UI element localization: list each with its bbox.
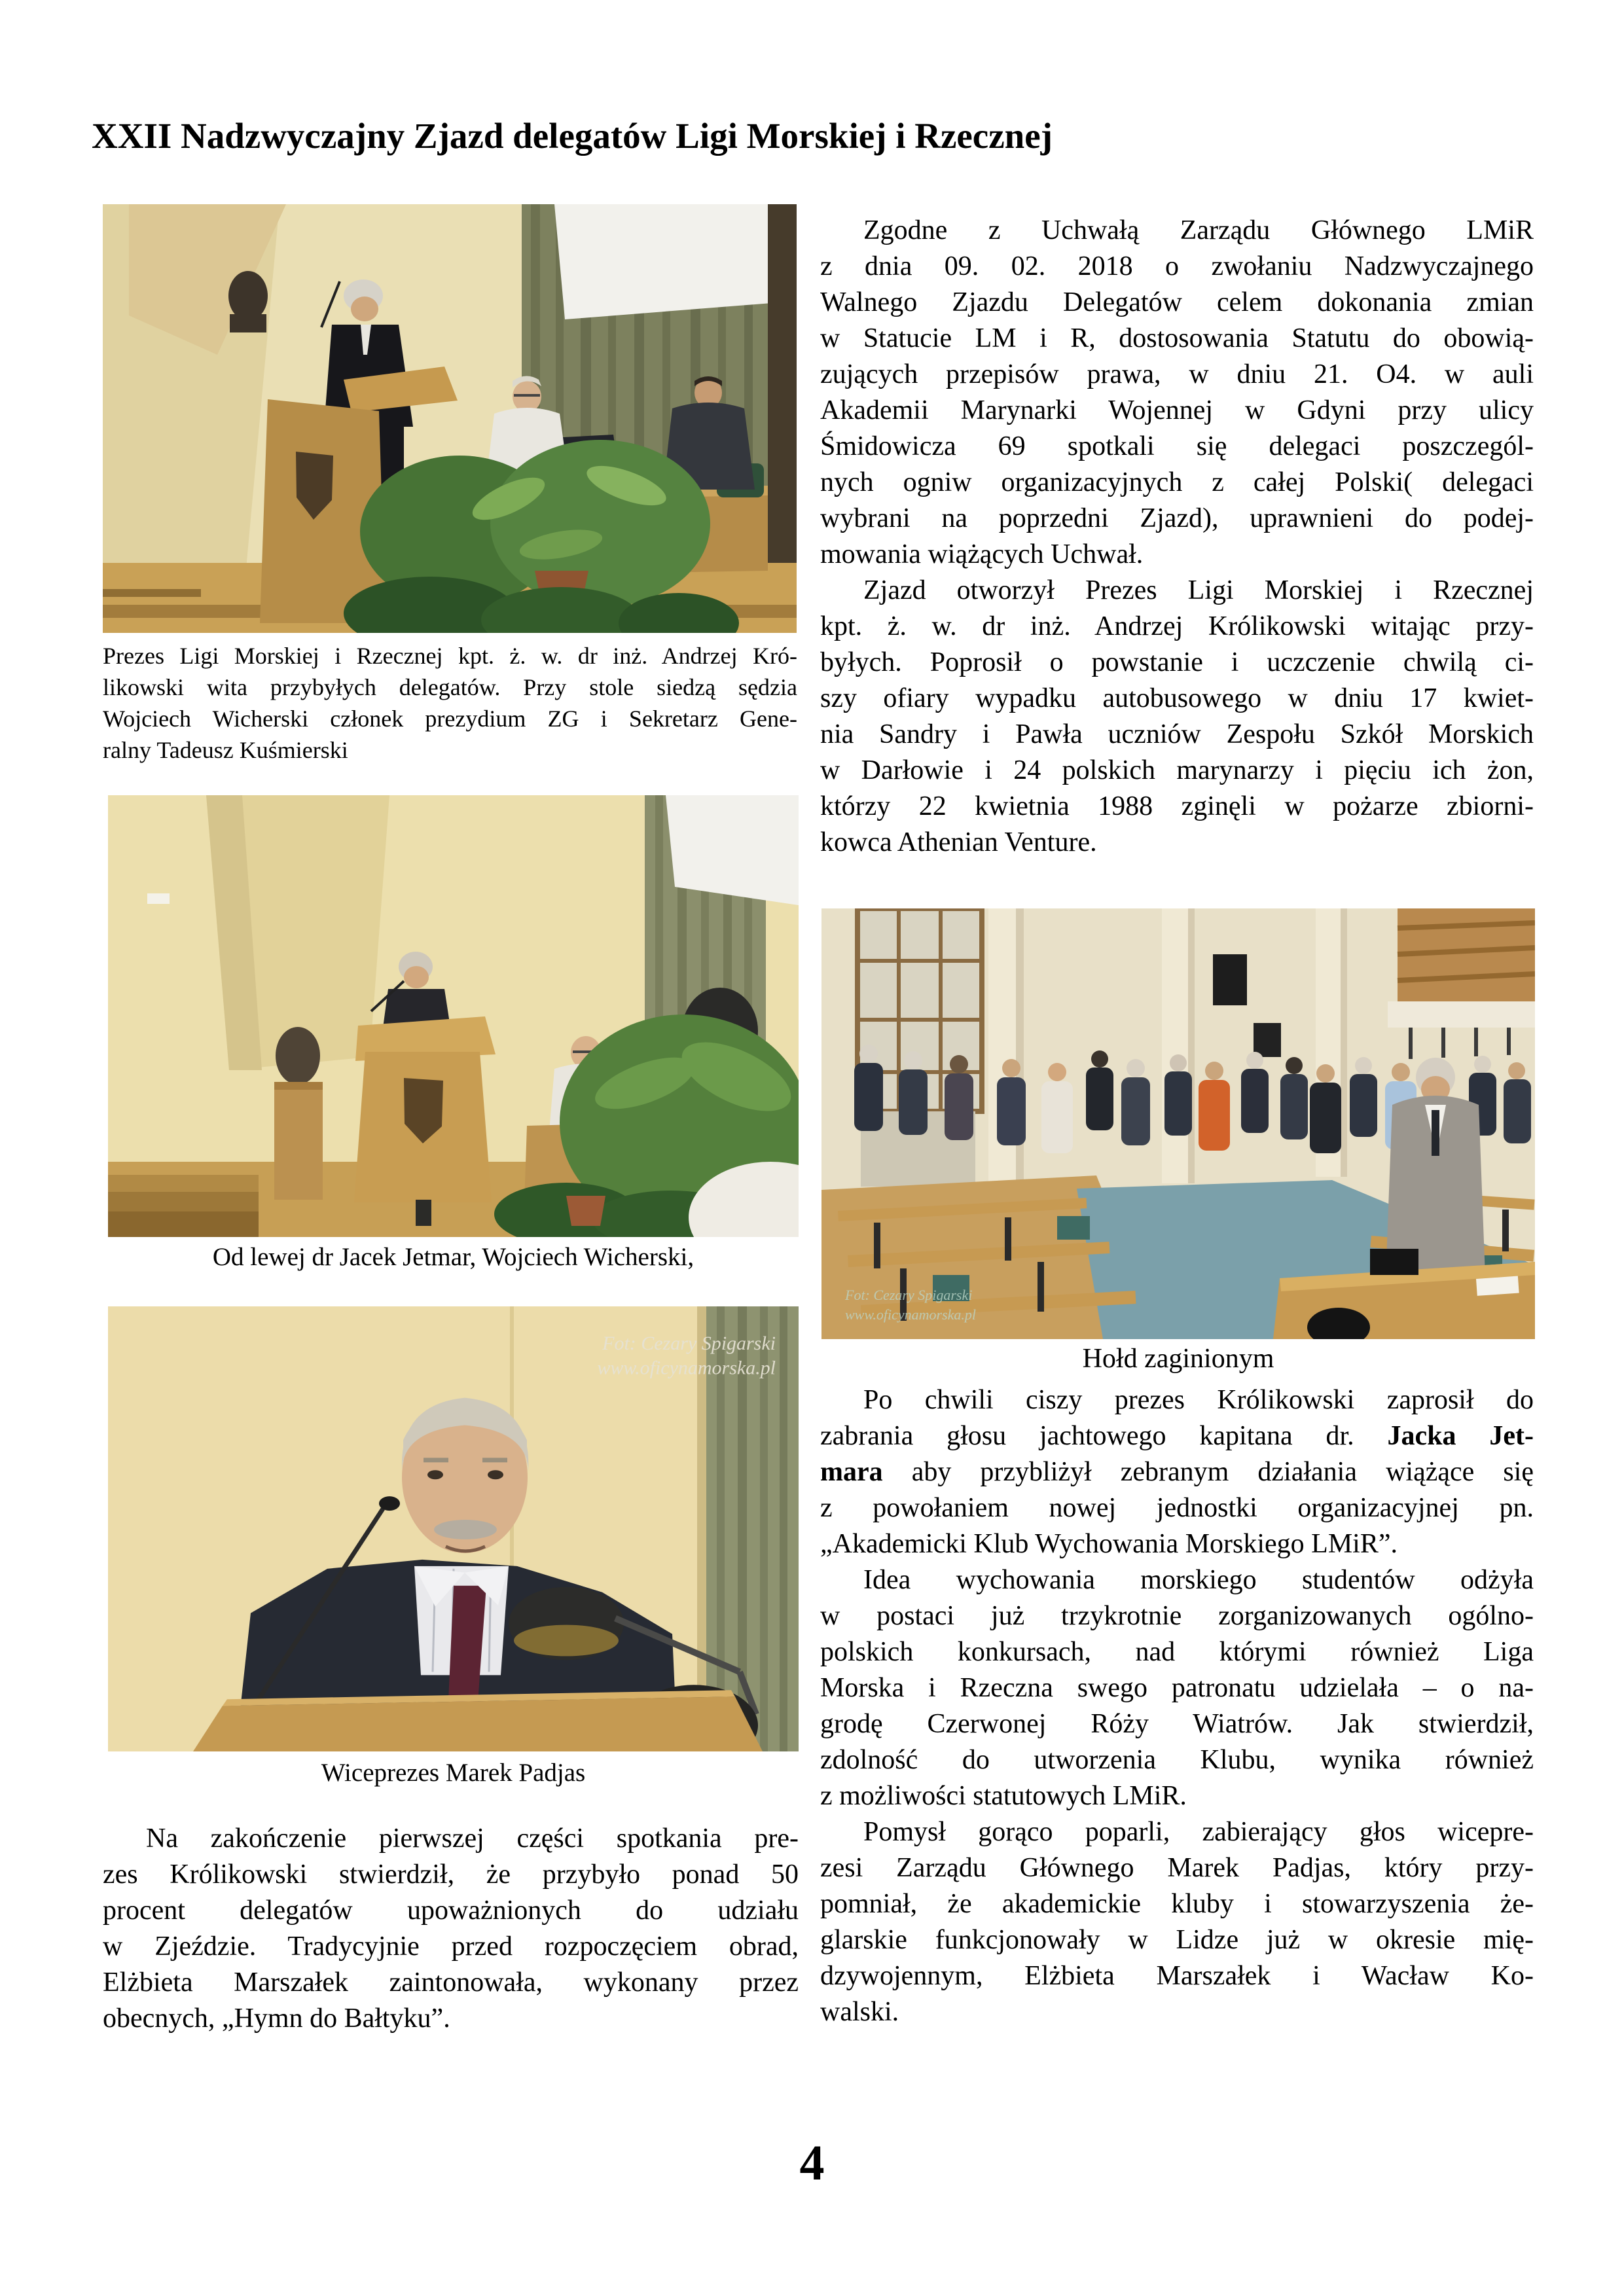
text-line: nych ogniw organizacyjnych z całej Polski( delegaci: [820, 467, 1534, 497]
text-line: Zjazd otworzył Prezes Ligi Morskiej i Rzecznej: [863, 575, 1534, 605]
text-line: Zgodne z Uchwałą Zarządu Głównego LMiR: [863, 215, 1534, 245]
text-line: zes Królikowski stwierdził, że przybyło ponad 50: [103, 1859, 799, 1890]
photo3-scene: [821, 908, 1535, 1339]
text-line: z możliwości statutowych LMiR.: [820, 1781, 1187, 1811]
page-title: XXII Nadzwyczajny Zjazd delegatów Ligi Morskiej i Rzecznej: [92, 116, 1053, 156]
text-line: kpt. ż. w. dr inż. Andrzej Królikowski witając przy-: [820, 611, 1534, 641]
photo3-caption: Hołd zaginionym: [1082, 1344, 1274, 1374]
watermark-site: www.oficynamorska.pl: [845, 1306, 977, 1323]
text-line: Po chwili ciszy prezes Królikowski zaprosił do: [863, 1385, 1534, 1415]
text-line: Elżbieta Marszałek zaintonowała, wykonany przez: [103, 1967, 799, 1998]
text-line: ralny Tadeusz Kuśmierski: [103, 737, 348, 763]
text-line: z dnia 09. 02. 2018 o zwołaniu Nadzwyczajnego: [820, 251, 1534, 281]
text-line: którzy 22 kwietnia 1988 zginęli w pożarze zbiorni-: [820, 791, 1534, 821]
text-line: byłych. Poprosił o powstanie i uczczenie chwilą ci-: [820, 647, 1534, 677]
text-line: grodę Czerwonej Róży Wiatrów. Jak stwierdził,: [820, 1709, 1534, 1739]
text-line: w Statucie LM i R, dostosowania Statutu do obowią-: [820, 323, 1534, 353]
paragraph-3: [820, 1382, 1534, 1562]
text-line: procent delegatów upoważnionych do udziału: [103, 1895, 799, 1926]
speaker-box: [1254, 1023, 1281, 1057]
text-line: wybrani na poprzedni Zjazd), uprawnieni do podej-: [820, 503, 1534, 533]
text-line: polskich konkursach, nad którymi również Liga: [820, 1637, 1534, 1667]
text-line: obecnych, „Hymn do Bałtyku”.: [103, 2003, 450, 2034]
text-line: mowania wiążących Uchwał.: [820, 539, 1144, 569]
text-line: likowski wita przybyłych delegatów. Przy stole siedzą sędzia: [103, 674, 797, 700]
text-line: dzywojennym, Elżbieta Marszałek i Wacław Ko-: [820, 1961, 1534, 1991]
text-line: Prezes Ligi Morskiej i Rzecznej kpt. ż. w. dr inż. Andrzej Kró-: [103, 643, 797, 669]
bronze-bust: [274, 1027, 323, 1200]
text-line: mara aby przybliżył zebranym działania wiążące się: [820, 1457, 1534, 1487]
photo1-caption: [103, 640, 797, 766]
text-line: w Zjeździe. Tradycyjnie przed rozpoczęciem obrad,: [103, 1931, 799, 1962]
text-line: zujących przepisów prawa, w dniu 21. O4. w auli: [820, 359, 1534, 389]
page-number: 4: [799, 2136, 825, 2191]
lectern: [354, 1016, 496, 1226]
bronze-bust: [228, 271, 268, 332]
text-line: glarskie funkcjonowały w Lidze już w okresie mię-: [820, 1925, 1534, 1955]
text-line: „Akademicki Klub Wychowania Morskiego LMiR”.: [820, 1529, 1398, 1559]
paragraph-2: [820, 573, 1534, 861]
watermark-credit: Fot: Cezary Spigarski: [845, 1287, 973, 1303]
text-line: zdolność do utworzenia Klubu, wynika również: [820, 1745, 1534, 1775]
text-line: w Darłowie i 24 polskich marynarzy i pięciu ich żon,: [820, 755, 1534, 785]
text-line: Śmidowicza 69 spotkali się delegaci poszczegól-: [820, 431, 1534, 461]
text-line: Akademii Marynarki Wojennej w Gdyni przy ulicy: [820, 395, 1534, 425]
photo2-caption: Od lewej dr Jacek Jetmar, Wojciech Wicherski,: [212, 1243, 695, 1271]
wall-switch: [147, 893, 170, 904]
photo4-caption: Wiceprezes Marek Padjas: [321, 1759, 586, 1787]
projection-screen: [554, 204, 797, 319]
text-line: Idea wychowania morskiego studentów odżyła: [863, 1565, 1534, 1595]
text-line: Pomysł gorąco poparli, zabierający głos wicepre-: [863, 1817, 1534, 1847]
paragraph-5: [820, 1814, 1534, 2030]
text-line: Walnego Zjazdu Delegatów celem dokonania zmian: [820, 287, 1534, 317]
eye: [427, 1470, 443, 1479]
photo2-scene: [108, 795, 799, 1237]
text-line: nia Sandry i Pawła uczniów Zespołu Szkół Morskich: [820, 719, 1534, 749]
eye: [488, 1470, 503, 1479]
photo-marek-padjas: [108, 1306, 799, 1751]
text-line: Wojciech Wicherski członek prezydium ZG i Sekretarz Gene-: [103, 706, 797, 732]
text-line: zesi Zarządu Głównego Marek Padjas, który przy-: [820, 1853, 1534, 1883]
text-line: z powołaniem nowej jednostki organizacyjnej pn.: [820, 1493, 1534, 1523]
text-line: zabrania głosu jachtowego kapitana dr. Jacka Jet-: [820, 1421, 1534, 1451]
watermark-credit: Fot: Cezary Spigarski: [602, 1332, 776, 1354]
paragraph-1: [820, 213, 1534, 573]
closing-paragraph: [103, 1821, 799, 2037]
text-line: Morska i Rzeczna swego patronatu udzielała – o na-: [820, 1673, 1534, 1703]
photo-presidium-table: [103, 204, 797, 633]
lectern-top: [193, 1696, 763, 1751]
text-line: kowca Athenian Venture.: [820, 827, 1097, 857]
photo-hall-lectern: [108, 795, 799, 1237]
speaker-box: [1213, 954, 1247, 1005]
text-line: pomniał, że akademickie kluby i stowarzyszenia że-: [820, 1889, 1534, 1919]
photo1-scene: [103, 204, 797, 633]
windows: [857, 908, 982, 1187]
paragraph-4: [820, 1562, 1534, 1814]
photo4-scene: [108, 1306, 799, 1751]
text-line: w postaci już trzykrotnie zorganizowanych ogólno-: [820, 1601, 1534, 1631]
text-line: Na zakończenie pierwszej części spotkania pre-: [146, 1823, 799, 1854]
stage-steps: [108, 1175, 259, 1237]
text-line: walski.: [820, 1997, 899, 2027]
text-line: szy ofiary wypadku autobusowego w dniu 17 kwiet-: [820, 683, 1534, 713]
mustache: [434, 1520, 497, 1539]
photo-standing-audience: [821, 908, 1535, 1339]
watermark-site: www.oficynamorska.pl: [597, 1357, 776, 1379]
